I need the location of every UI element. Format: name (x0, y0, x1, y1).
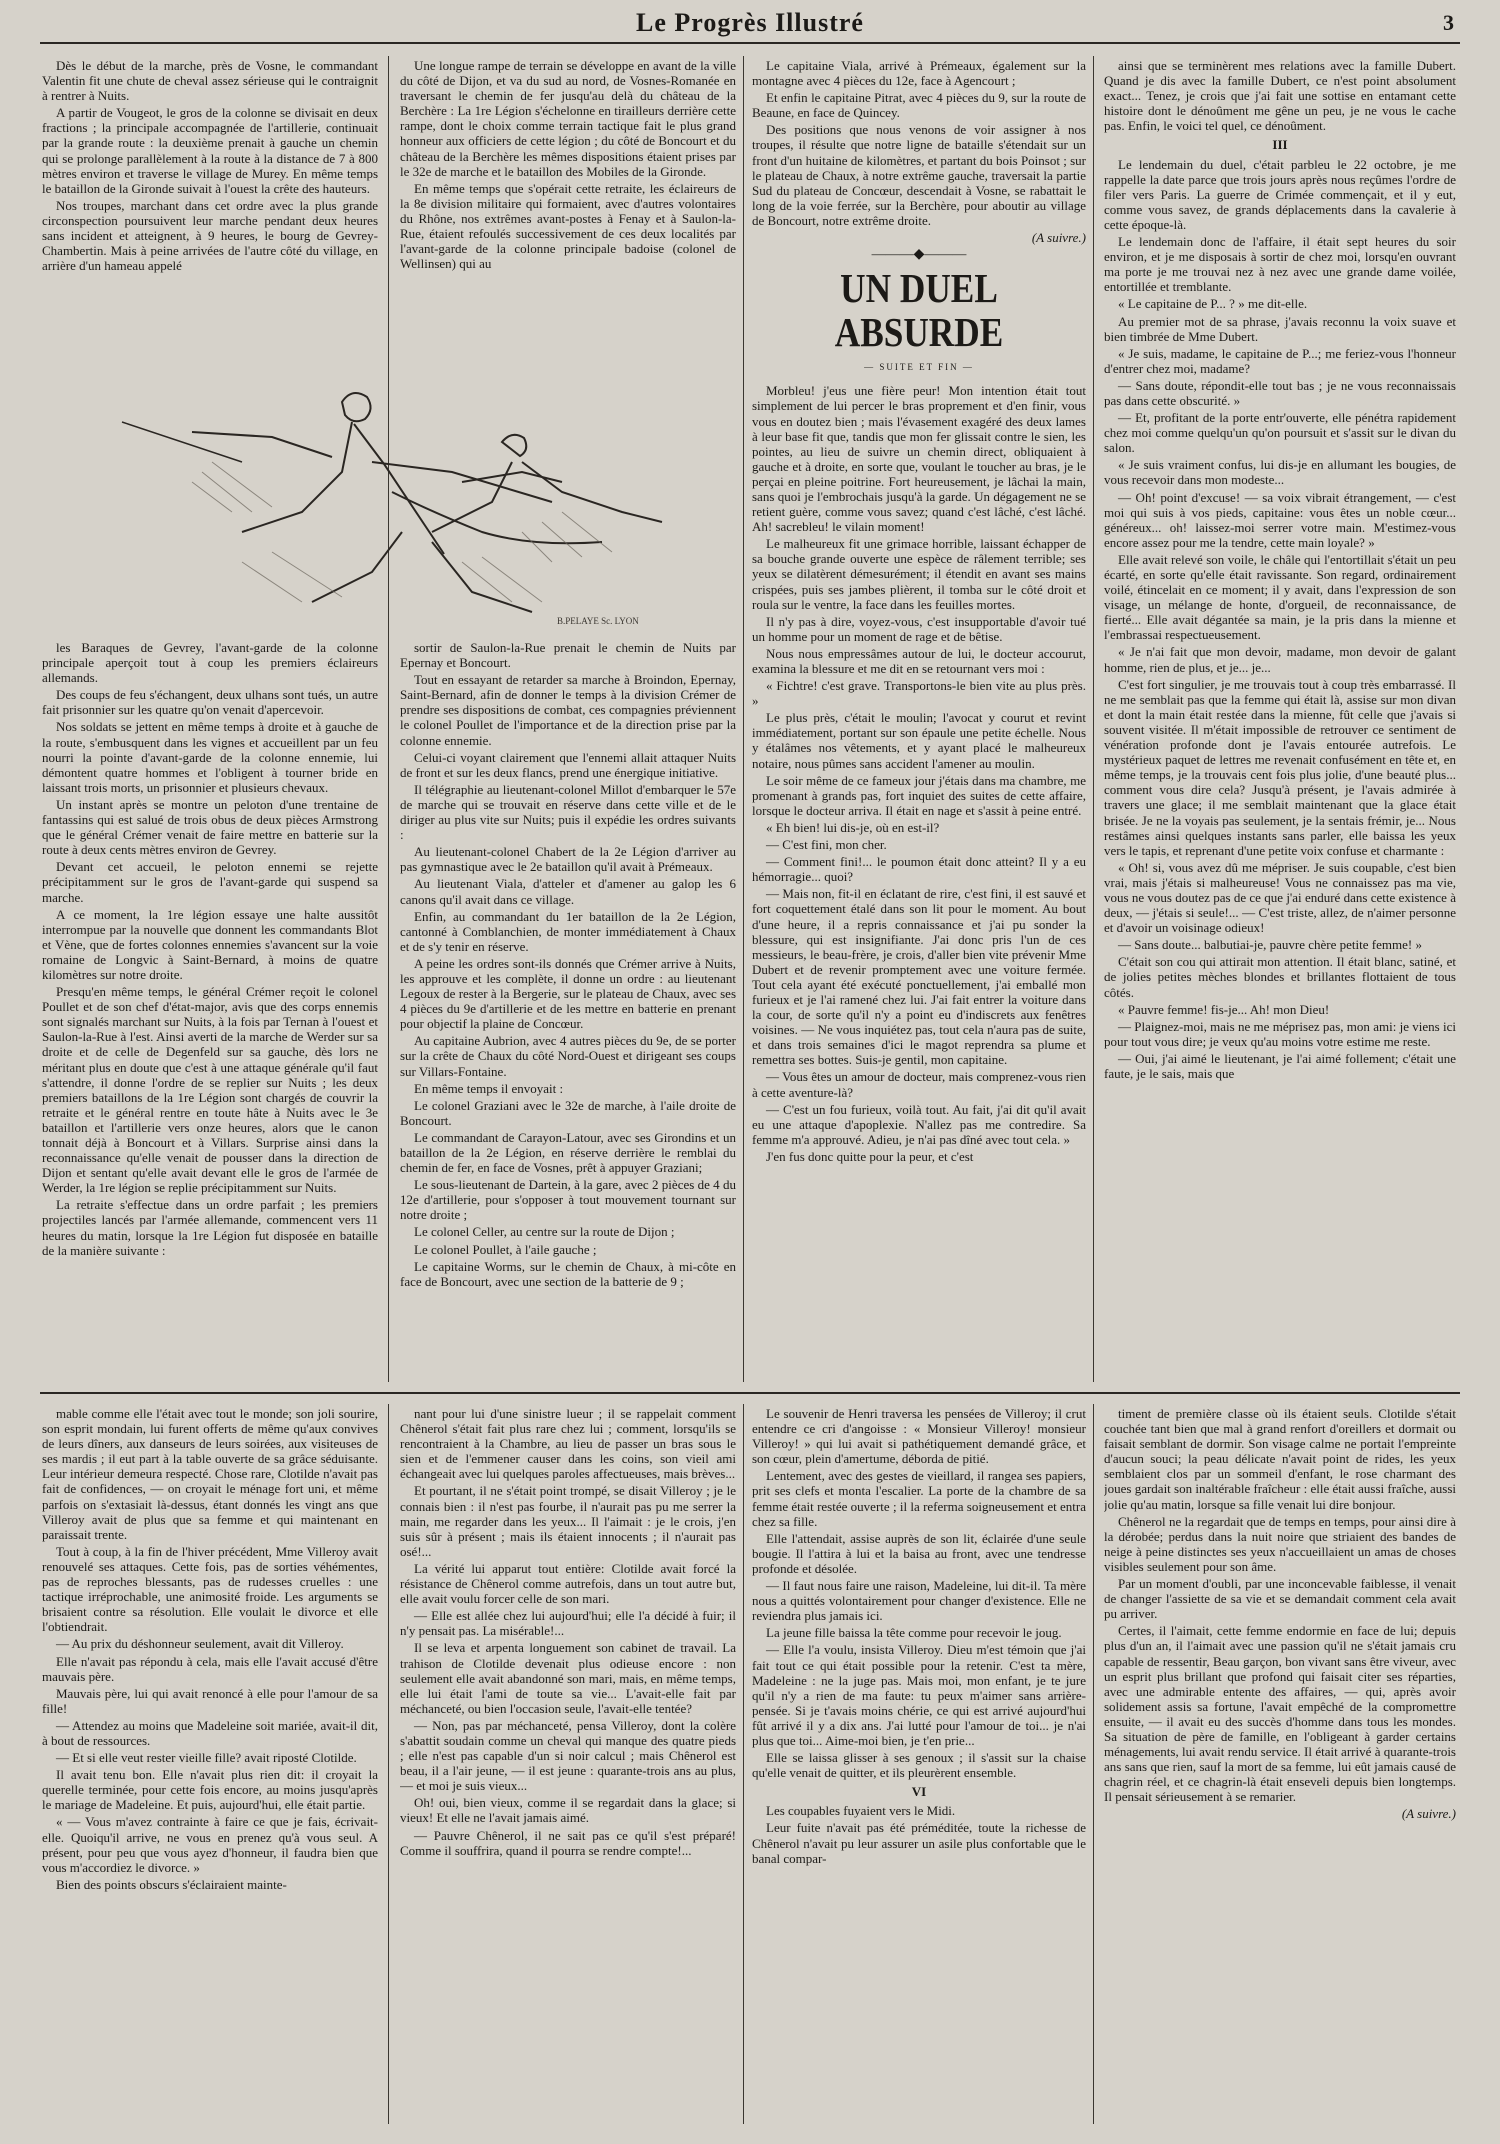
paragraph: « Je n'ai fait que mon devoir, madame, mon devoir de galant homme, rien de plus, et je... je... (1104, 644, 1456, 675)
paragraph: Certes, il l'aimait, cette femme endormie en face de lui; depuis plus d'un an, il l'aimait avec une passion qu'il ne s'était jamais cru capable de ressentir, Beau garçon, bon vivant sans être viveur, avec un esprit plus brillant que profond qui faisait citer ses réparties, avec une admirable entente des affaires, — qui, après avoir solidement assis sa fortune, l'avait empêché de la compromettre ensuite, — il avait eu des succès d'homme dans tous les mondes. Sa situation de père de famille, en l'obligeant à garder certains ménagements, lui avait rendu service. Il était arrivé à quarante-trois ans sans que rien, sauf la mort de sa femme, lui eût jamais causé de chagrin réel, et ce chagrin-là était enseveli depuis bien longtemps. Il pensait sérieusement à se remarier. (1104, 1623, 1456, 1805)
page-header (40, 8, 1460, 44)
paragraph: — Vous êtes un amour de docteur, mais comprenez-vous rien à cette aventure-là? (752, 1069, 1086, 1100)
feuilleton-column-1 (42, 1406, 378, 2126)
article-column-2 (400, 58, 736, 360)
paragraph: Tout à coup, à la fin de l'hiver précédent, Mme Villeroy avait renouvelé ses attaques. Cette fois, pas de sorties véhémentes, pas de reproches blessants, pas de rudesses cruelles : une tactique irréprochable, une animosité froide. Les arguments se brisaient contre sa résolution. Elle voulait le divorce et elle l'obtiendrait. (42, 1543, 378, 1635)
paragraph: — Comment fini!... le poumon était donc atteint? Il y a eu hémorragie... quoi? (752, 854, 1086, 885)
column-rule (1093, 56, 1094, 1382)
paragraph: Le sous-lieutenant de Dartein, à la gare, avec 2 pièces de 4 du 12e d'artillerie, pour s'opposer à tout mouvement tournant sur notre droite ; (400, 1177, 736, 1223)
paragraph: Nous nous empressâmes autour de lui, le docteur accourut, examina la blessure et me dit en se retournant vers moi : (752, 645, 1086, 676)
paragraph: — Et, profitant de la porte entr'ouverte, elle pénétra rapidement chez moi comme quelqu'un qu'on poursuit et s'assit sur le divan du salon. (1104, 410, 1456, 456)
paragraph: Elle n'avait pas répondu à cela, mais elle l'avait accusé d'être mauvais père. (42, 1653, 378, 1684)
paragraph: Le capitaine Worms, sur le chemin de Chaux, à mi-côte en face de Boncourt, avec une section de la batterie de 9 ; (400, 1258, 736, 1289)
paragraph: « Je suis, madame, le capitaine de P...; me feriez-vous l'honneur d'entrer chez moi, madame? (1104, 345, 1456, 376)
paragraph: Dès le début de la marche, près de Vosne, le commandant Valentin fit une chute de cheval assez sérieuse qui le contraignit à rentrer à Nuits. (42, 58, 378, 104)
paragraph: La jeune fille baissa la tête comme pour recevoir le joug. (766, 1625, 1062, 1641)
paragraph: Au capitaine Aubrion, avec 4 autres pièces du 9e, de se porter sur la crête de Chaux du côté Nord-Ouest et dirigeant ses coups sur Villars-Fontaine. (400, 1033, 736, 1079)
paragraph: Les coupables fuyaient vers le Midi. (766, 1803, 956, 1819)
paragraph: — C'est fini, mon cher. (766, 837, 887, 853)
paragraph: Il télégraphie au lieutenant-colonel Millot d'embarquer le 57e de marche qui se trouvait en réserve dans cette ville et de le diriger au plus vite sur Nuits; puis il expédie les ordres suivants : (400, 781, 736, 843)
paragraph: Par un moment d'oubli, par une inconcevable faiblesse, il venait de changer l'assiette de sa vie et se demandait comment cela avait pu arriver. (1104, 1576, 1456, 1622)
paragraph: — Il faut nous faire une raison, Madeleine, lui dit-il. Ta mère nous a quittés volontairement pour changer d'existence. Elle ne reviendra plus jamais ici. (752, 1578, 1086, 1624)
article-column-1-continued (42, 640, 378, 1382)
paragraph: « Eh bien! lui dis-je, où en est-il? (766, 819, 940, 835)
paragraph: — Non, pas par méchanceté, pensa Villeroy, dont la colère s'abattit soudain comme un cheval qui manque des quatre pieds ; elle n'est pas capable d'un si noir calcul ; mais Chênerol est beau, il a l'air jeune, — il est jeune : quarante-trois ans au plus, — et moi je suis vieux... (400, 1717, 736, 1794)
story-subtitle: — SUITE ET FIN — (864, 362, 974, 373)
article-column-3 (752, 58, 1086, 1382)
paragraph: Des coups de feu s'échangent, deux ulhans sont tués, un autre fait prisonnier sur les quatre qu'on venait d'apercevoir. (42, 687, 378, 718)
paragraph: Mauvais père, lui qui avait renoncé à elle pour l'amour de sa fille! (42, 1685, 378, 1716)
paragraph: Morbleu! j'eus une fière peur! Mon intention était tout simplement de lui percer le bras proprement et d'en finir, vous vous en doutez bien ; mais l'évasement exagéré des deux lames à leur base fit que, tandis que mon fer glissait contre le sien, les pointes, au lieu de suivre un chemin direct, obliquaient à gauche et à droite, en sorte que, voulant le toucher au bras, je le perçai en pleine poitrine. Fort heureusement, je lâchai la main, sans quoi je l'embrochais jusqu'à la garde. Un dégagement ne se retient guère, comme vous savez; quand c'est lâché, c'est lâché. Ah! sacrebleu! le vilain moment! (752, 383, 1086, 535)
paragraph: — Mais non, fit-il en éclatant de rire, c'est fini, il est sauvé et fort coquettement étalé dans son lit pour le moment. Au bout d'une heure, il a repris connaissance et j'ai pu sonder la blessure, qui est insignifiante. J'ai donc pris l'un de ces messieurs, le beau-frère, je crois, d'aller bien vite prévenir Mme Dubert et de revenir promptement avec une voiture fermée. Tout cela ayant été exécuté ponctuellement, j'ai emballé mon furieux et je l'ai ramené chez lui. J'ai fait entrer la voiture dans la cour, de sorte qu'il n'y a point eu d'indiscrets aux fenêtres voisines. — Ne vous inquiétez pas, tout cela n'aura pas de suite, et dans trois semaines d'ici le magot reprendra sa plume et remettra ses bottes. Suis-je gentil, mon capitaine. (752, 886, 1086, 1068)
paragraph: Celui-ci voyant clairement que l'ennemi allait attaquer Nuits de front et sur les deux flancs, prend une énergique initiative. (400, 749, 736, 780)
paragraph: A peine les ordres sont-ils donnés que Crémer arrive à Nuits, les approuve et les complète, il donne un ordre : au lieutenant Legoux de rester à la Bergerie, sur le plateau de Chaux, avec ses 4 pièces du 9e d'artillerie et de les mettre en batterie en prenant pour objectif la plaine de Concœur. (400, 955, 736, 1032)
paragraph: Le souvenir de Henri traversa les pensées de Villeroy; il crut entendre ce cri d'angoisse : « Monsieur Villeroy! monsieur Villeroy! » qui lui avait si pathétiquement demandé grâce, et son cœur, plein d'amertume, déborda de pitié. (752, 1406, 1086, 1467)
paragraph: Presqu'en même temps, le général Crémer reçoit le colonel Poullet et de son chef d'état-major, avis que des corps ennemis sont signalés marchant sur Nuits, à la fois par Ternan à l'ouest et Saulon-la-Rue à l'est. Ainsi averti de la marche de Werder sur sa droite et de celle de Degenfeld sur sa gauche, dès lors ne méritant plus en doute que c'est à une attaque générale qu'il faut s'attendre, il donne l'ordre de se replier sur Nuits ; les deux premiers bataillons de la 1re Légion sont chargés de couvrir la retraite et le général rentre en toute hâte à Nuits avec le 3e bataillon et l'artillerie vers onze heures, alors que le canon tonnait déjà à Boncourt et à Villars. Surprise ainsi dans la reconnaissance qu'elle venait de pousser dans la direction de Dijon et sentant qu'elle avait devant elle le gros de l'armée de Werder, la 1re légion se replie précipitamment sur Nuits. (42, 984, 378, 1196)
paragraph: Le malheureux fit une grimace horrible, laissant échapper de sa bouche grande ouverte une espèce de râlement terrible; ses yeux se dilatèrent démesurément; il étendit en avant ses mains crispées, puis ses jambes plièrent, il tomba sur le côté droit et roula sur le ventre, la face dans les feuilles mortes. (752, 536, 1086, 612)
paragraph: « Oh! si, vous avez dû me mépriser. Je suis coupable, c'est bien vrai, mais j'étais si malheureuse! Vous ne connaissez pas ma vie, vous ne vous doutez pas de ce que j'ai enduré dans cette existence à deux, — j'étais si seule!... — C'est triste, allez, de n'aimer personne et d'avoir un voisinage odieux! (1104, 859, 1456, 936)
story-title: UN DUEL ABSURDE (834, 265, 1004, 356)
paragraph: Le lendemain du duel, c'était parbleu le 22 octobre, je me rappelle la date parce que trois jours après nous reçûmes l'ordre de filer vers Paris. La guerre de Crimée commençait, et il y eut, comme vous savez, de grands déplacements dans la cavalerie à cette époque-là. (1104, 156, 1456, 232)
paragraph: III (1272, 137, 1288, 153)
paragraph: Elle avait relevé son voile, le châle qui l'entortillait s'était un peu écarté, en sorte qu'elle était ravissante. Son regard, ordinairement voilé, étincelait en ce moment; il y avait, dans l'expression de son visage, un mélange de honte, d'orgueil, de reconnaissance, de fierté... Elle avait dégantée sa main, je la pris dans la mienne et l'embrassai respectueusement. (1104, 551, 1456, 643)
paragraph: Elle l'attendait, assise auprès de son lit, éclairée d'une seule bougie. Il l'attira à lui et la baisa au front, avec une tendresse profonde et désolée. (752, 1530, 1086, 1576)
paragraph: « Le capitaine de P... ? » me dit-elle. (1118, 296, 1308, 312)
paragraph: « — Vous m'avez contrainte à faire ce que je fais, écrivait-elle. Quoiqu'il arrive, ne vous en prenez qu'à vous seul. A présent, pour peu que vous ayez d'honneur, il faudra bien que vous m'accordiez le divorce. » (42, 1814, 378, 1875)
paragraph: sortir de Saulon-la-Rue prenait le chemin de Nuits par Epernay et Boncourt. (400, 640, 736, 671)
paragraph: « Fichtre! c'est grave. Transportons-le bien vite au plus près. » (752, 678, 1086, 709)
feuilleton-column-4 (1104, 1406, 1456, 2126)
paragraph: Oh! oui, bien vieux, comme il se regardait dans la glace; si vieux! Et elle ne l'avait jamais aimé. (400, 1795, 736, 1826)
paragraph: Il n'y pas à dire, voyez-vous, c'est insupportable d'avoir tué un homme pour un moment de rage et de bêtise. (752, 613, 1086, 644)
paragraph: Le soir même de ce fameux jour j'étais dans ma chambre, me promenant à grands pas, fort inquiet des suites de cette affaire, lorsque le docteur arriva. Il était en nage et s'assit à peine entré. (752, 772, 1086, 818)
paragraph: Devant cet accueil, le peloton ennemi se rejette précipitamment sur le gros de l'avant-garde qui suspend sa marche. (42, 859, 378, 905)
paragraph: « Pauvre femme! fis-je... Ah! mon Dieu! (1118, 1001, 1330, 1017)
paragraph: Un instant après se montre un peloton d'une trentaine de fantassins qui est salué de trois obus de deux pièces Armstrong que le général Crémer venait de faire mettre en batterie sur la route à deux cents mètres environ de Gevrey. (42, 796, 378, 858)
paragraph: A partir de Vougeot, le gros de la colonne se divisait en deux fractions ; la principale accompagnée de l'artillerie, continuait par la grande route : la deuxième prenait à gauche un chemin qui se prolonge parallèlement à la route à la distance de 7 à 800 mètres environ et traverse le village de Murey. En même temps le bataillon de la Gironde suivait à l'ouest la crête des hauteurs. (42, 105, 378, 196)
paragraph: Elle se laissa glisser à ses genoux ; il s'assit sur la chaise qu'elle venait de quitter, et ils pleurèrent ensemble. (752, 1750, 1086, 1781)
paragraph: VI (911, 1784, 927, 1800)
paragraph: A ce moment, la 1re légion essaye une halte aussitôt interrompue par la nouvelle que donnent les commandants Blot et Vène, que de fortes colonnes ennemies s'avancent sur la voie romaine de Longvic à Saint-Bernard, à moins de quatre kilomètres sur notre droite. (42, 906, 378, 982)
paragraph: mable comme elle l'était avec tout le monde; son joli sourire, son esprit mondain, lui furent offerts de même qu'aux convives de leurs dîners, aux danseurs de leurs soirées, aux visiteuses de ses mardis ; il eut part à la table ouverte de sa grâce séduisante. Leur intérieur demeura respecté. Chose rare, Clotilde n'avait pas fait de confidences, — on croyait le ménage fort uni, et même parfois on s'extasiait là-dessus, étant donnés les vingt ans que Villeroy avait de plus que sa femme et qui maintenant en paraissait trente. (42, 1406, 378, 1542)
paragraph: En même temps que s'opérait cette retraite, les éclaireurs de la 8e division militaire qui formaient, avec d'autres volontaires du Rhône, nos extrêmes avant-postes à Fenay et à Saulon-la-Rue, étaient refoulés successivement de ces deux localités par l'avant-garde de la colonne principale badoise (colonel de Wellinsen) qui au (400, 180, 736, 272)
page-number: 3 (1443, 10, 1454, 35)
paragraph: Le plus près, c'était le moulin; l'avocat y courut et revint immédiatement, portant sur son épaule une petite échelle. Nous y étalâmes nos vêtements, et y ayant placé le malheureux notaire, nous pûmes sans accident l'amener au moulin. (752, 710, 1086, 771)
paragraph: Nos soldats se jettent en même temps à droite et à gauche de la route, s'embusquent dans les vignes et accueillent par un feu nourri la pointe d'avant-garde de la colonne ennemie, lui démontent quatre hommes et l'obligent à tourner bride en laissant trois morts, un prisonnier et plusieurs chevaux. (42, 719, 378, 795)
paragraph: En même temps il envoyait : (414, 1080, 564, 1096)
paragraph: — Et si elle veut rester vieille fille? avait riposté Clotilde. (56, 1750, 357, 1766)
paragraph: Et pourtant, il ne s'était point trompé, se disait Villeroy ; je le connais bien : il n'est pas fourbe, il n'aurait pas pu me serrer la main, me regarder dans les yeux... Il l'aimait : je le crois, j'en suis sûr à présent ; mais ils étaient innocents ; il n'aurait pas osé!... (400, 1483, 736, 1559)
paragraph: Au lieutenant Viala, d'atteler et d'amener au galop les 6 canons qu'il avait dans ce village. (400, 876, 736, 907)
paragraph: Une longue rampe de terrain se développe en avant de la ville du côté de Dijon, et va du sud au nord, de Vosnes-Romanée en traversant le chemin de fer jusqu'au delà du château de la Berchère : La 1re Légion s'échelonne en tirailleurs derrière cette rampe, dont le choix comme terrain tactique fait le plus grand honneur aux officiers de cette légion ; du côté de Boncourt et du château de la Berchère les mêmes dispositions étaient prises par le 32e de marche et le bataillon des Mobiles de la Gironde. (400, 58, 736, 179)
paragraph: « Je suis vraiment confus, lui dis-je en allumant les bougies, de vous recevoir dans mon modeste... (1104, 457, 1456, 488)
paragraph: — Oh! point d'excuse! — sa voix vibrait étrangement, — c'est moi qui suis à vos pieds, capitaine: vous êtes un noble cœur... généreux... oh! laissez-moi serrer votre main. M'estimez-vous encore assez pour me la tendre, cette main loyale? » (1104, 489, 1456, 550)
paragraph: — Sans doute, répondit-elle tout bas ; je ne vous reconnaissais pas dans cette obscurité. » (1104, 377, 1456, 408)
paragraph: — Elle l'a voulu, insista Villeroy. Dieu m'est témoin que j'ai fait tout ce qui était possible pour la retenir. C'est ta mère, Madeleine : ne la juge pas. Mais moi, mon enfant, je te jure qu'il n'y a rien de ma faute: tu peux m'aimer sans arrière-pensée. Si je t'avais moins chérie, ce qui est arrivé aujourd'hui fût arrivé il y a dix ans. J'ai lutté pour l'amour de toi... je n'ai plus que toi... Aime-moi bien, je t'en prie... (752, 1642, 1086, 1748)
paragraph: Tout en essayant de retarder sa marche à Broindon, Epernay, Saint-Bernard, afin de donner le temps à la division Crémer de prendre ses dispositions de combat, ces compagnies préviennent le colonel Poullet de l'importance et de la direction prise par la colonne ennemie. (400, 672, 736, 748)
paragraph: — Oui, j'ai aimé le lieutenant, je l'ai aimé follement; c'était une faute, je le sais, mais que (1104, 1050, 1456, 1081)
paragraph: C'était son cou qui attirait mon attention. Il était blanc, satiné, et de jolies petites mèches blondes et brillantes flottaient de tous côtés. (1104, 954, 1456, 1000)
section-divider (40, 1392, 1460, 1394)
paragraph: Lentement, avec des gestes de vieillard, il rangea ses papiers, prit ses clefs et monta l'escalier. La porte de la chambre de sa femme était restée ouverte ; il la referma soigneusement et entra chez sa fille. (752, 1468, 1086, 1529)
paragraph: (A suivre.) (1401, 1806, 1456, 1822)
paragraph: ainsi que se terminèrent mes relations avec la famille Dubert. Quand je dis avec la famille Dubert, ce n'est point absolument exact... Tenez, je crois que j'ai fait une sottise en entamant cette histoire dont le dénoûment me gêne un peu, je ne vous le cache pas. Enfin, le voici tel quel, ce dénoûment. (1104, 58, 1456, 134)
paragraph: Le colonel Celler, au centre sur la route de Dijon ; (414, 1224, 675, 1240)
paragraph: (A suivre.) (1031, 230, 1086, 246)
paragraph: Chênerol ne la regardait que de temps en temps, pour ainsi dire à la dérobée; perdus dans la nuit noire que striaient des bandes de neige à peine distinctes ses yeux n'accueillaient un amas de choses visibles seulement pour son âme. (1104, 1513, 1456, 1574)
paragraph: timent de première classe où ils étaient seuls. Clotilde s'était couchée tant bien que mal à grand renfort d'oreillers et dormait ou faisait semblant de dormir. Son visage calme ne portait l'empreinte d'aucun souci; la peau délicate n'avait point de rides, les yeux semblaient clos par un sommeil d'enfant, le rose charmant des joues gardait son inaltérable fraîcheur : elle était aussi fraîche, aussi jolie qu'au matin, lorsque sa fille venait lui dire bonjour. (1104, 1406, 1456, 1512)
column-rule (388, 56, 389, 1382)
newspaper-title: Le Progrès Illustré (636, 8, 864, 37)
column-rule (1093, 1404, 1094, 2124)
paragraph: Le commandant de Carayon-Latour, avec ses Girondins et un bataillon de la 2e Légion, en réserve derrière le remblai du chemin de fer, en face de Vosnes, prêt à appuyer Graziani; (400, 1129, 736, 1176)
ornament-divider: ———◆——— (871, 247, 967, 263)
paragraph: Le capitaine Viala, arrivé à Prémeaux, également sur la montagne avec 4 pièces du 12e, face à Agencourt ; (752, 58, 1086, 89)
column-rule (388, 1404, 389, 2124)
paragraph: Bien des points obscurs s'éclairaient mainte- (56, 1876, 287, 1892)
paragraph: — Pauvre Chênerol, il ne sait pas ce qu'il s'est préparé! Comme il souffrira, quand il pourra se rendre compte!... (400, 1827, 736, 1858)
paragraph: Le lendemain donc de l'affaire, il était sept heures du soir environ, et je me disposais à sortir de chez moi, lorsqu'en ouvrant ma porte je me trouvai nez à nez avec une grande dame voilée, entortillée et tremblante. (1104, 234, 1456, 295)
paragraph: C'est fort singulier, je me trouvais tout à coup très embarrassé. Il ne me semblait pas que la femme qui était là, assise sur mon divan et dont la main était restée dans la mienne, fût celle que j'avais si souvent visitée. Il m'était impossible de retrouver ce sentiment de vénération profonde dont je l'avais entourée autrefois. Le mystérieux paquet de lettres me revenait confusément en tête et, en même temps, je la trouvais cent fois plus jolie, d'une beauté plus... comment vous dire cela? Jusqu'à présent, je l'avais admirée à travers une glace; il me semblait maintenant que la glace était brisée. Je ne la voyais pas seulement, je la sentais frémir, je... Nous restâmes ainsi quelques instants sans parler, elle baissa les yeux vers le tapis, et reprenant d'une petite voix confuse et charmante : (1104, 676, 1456, 858)
paragraph: Des positions que nous venons de voir assigner à nos troupes, il résulte que notre ligne de bataille s'étendait sur un front d'un huitaine de kilomètres, et partant du bois Poinsot ; sur le plateau de Chaux, à notre extrême gauche, traversait la partie Sud du plateau de Concœur, descendait à Vosne, se rabattait le long de la voie ferrée, sur la Berchère, pour aboutir au village de Boncourt, notre extrême droite. (752, 122, 1086, 228)
paragraph: nant pour lui d'une sinistre lueur ; il se rappelait comment Chênerol s'était fait plus rare chez lui ; comment, lorsqu'ils se rencontraient à la Chambre, au lieu de passer un bras sous le sien et de l'emmener causer dans les coins, son vieil ami échangeait avec lui quelques paroles affectueuses, mais brèves... (400, 1406, 736, 1482)
feuilleton-column-2 (400, 1406, 736, 2126)
paragraph: La retraite s'effectue dans un ordre parfait ; les premiers projectiles lancés par l'armée allemande, commencent vers 11 heures du matin, lorsque la 1re Légion fut disposée en bataille de la manière suivante : (42, 1197, 378, 1258)
paragraph: J'en fus donc quitte pour la peur, et c'est (766, 1148, 974, 1164)
paragraph: Il avait tenu bon. Elle n'avait plus rien dit: il croyait la querelle terminée, pour cette fois encore, au moins jusqu'après le mariage de Madeleine. Et puis, aujourd'hui, elle était partie. (42, 1767, 378, 1813)
paragraph: Et enfin le capitaine Pitrat, avec 4 pièces du 9, sur la route de Beaune, en face de Quincey. (752, 90, 1086, 121)
feuilleton-column-3 (752, 1406, 1086, 2126)
column-rule (743, 1404, 744, 2124)
paragraph: — Elle est allée chez lui aujourd'hui; elle l'a décidé à fuir; il n'y pensait pas. La misérable!... (400, 1608, 736, 1639)
paragraph: Nos troupes, marchant dans cet ordre avec la plus grande circonspection poursuivent leur marche pendant deux heures sans incident et atteignent, à 9 heures, le bourg de Gevrey-Chambertin. Mais à peine arrivées de l'autre côté du village, en arrière d'un hameau appelé (42, 197, 378, 274)
paragraph: Au lieutenant-colonel Chabert de la 2e Légion d'arriver au pas gymnastique avec le 2e bataillon qu'il avait à Prémeaux. (400, 844, 736, 875)
paragraph: — Plaignez-moi, mais ne me méprisez pas, mon ami: je viens ici pour tout vous dire; je veux qu'au moins votre estime me reste. (1104, 1018, 1456, 1049)
paragraph: Il se leva et arpenta longuement son cabinet de travail. La trahison de Clotilde devenait plus odieuse encore : non seulement elle avait abandonné son mari, mais, en même temps, elle lui était l'ami de toute sa vie... L'avait-elle fait par méchanceté, ou bien l'occasion seule, l'avait-elle tentée? (400, 1640, 736, 1716)
article-column-4 (1104, 58, 1456, 1382)
paragraph: — Attendez au moins que Madeleine soit mariée, avait-il dit, à bout de ressources. (42, 1717, 378, 1748)
paragraph: — C'est un fou furieux, voilà tout. Au fait, j'ai dit qu'il avait eu une attaque d'apoplexie. N'allez pas me contredire. Sa femme m'a approuvé. Adieu, je n'ai pas dîné avec tout cela. » (752, 1101, 1086, 1147)
paragraph: Enfin, au commandant du 1er bataillon de la 2e Légion, cantonné à Comblanchien, de monter immédiatement à Chaux et de s'y tenir en réserve. (400, 908, 736, 954)
column-rule (743, 56, 744, 1382)
engraver-signature: B.PELAYE Sc. LYON (557, 616, 639, 626)
paragraph: les Baraques de Gevrey, l'avant-garde de la colonne principale aperçoit tout à coup les premiers éclaireurs allemands. (42, 640, 378, 686)
paragraph: Au premier mot de sa phrase, j'avais reconnu la voix suave et bien timbrée de Mme Dubert. (1104, 313, 1456, 344)
paragraph: Leur fuite n'avait pas été préméditée, toute la richesse de Chênerol n'avait pu leur assurer un asile plus confortable que le banal compar- (752, 1820, 1086, 1866)
paragraph: — Sans doute... balbutiai-je, pauvre chère petite femme! » (1118, 937, 1422, 953)
paragraph: La vérité lui apparut tout entière: Clotilde avait forcé la résistance de Chênerol comme autrefois, dans un tout autre but, elle avait voulu forcer celle de son mari. (400, 1560, 736, 1607)
article-column-2-continued (400, 640, 736, 1382)
soldiers-illustration (42, 362, 717, 632)
article-column-1 (42, 58, 378, 360)
paragraph: — Au prix du déshonneur seulement, avait dit Villeroy. (56, 1636, 344, 1652)
paragraph: Le colonel Graziani avec le 32e de marche, à l'aile droite de Boncourt. (400, 1097, 736, 1128)
paragraph: Le colonel Poullet, à l'aile gauche ; (414, 1241, 597, 1257)
